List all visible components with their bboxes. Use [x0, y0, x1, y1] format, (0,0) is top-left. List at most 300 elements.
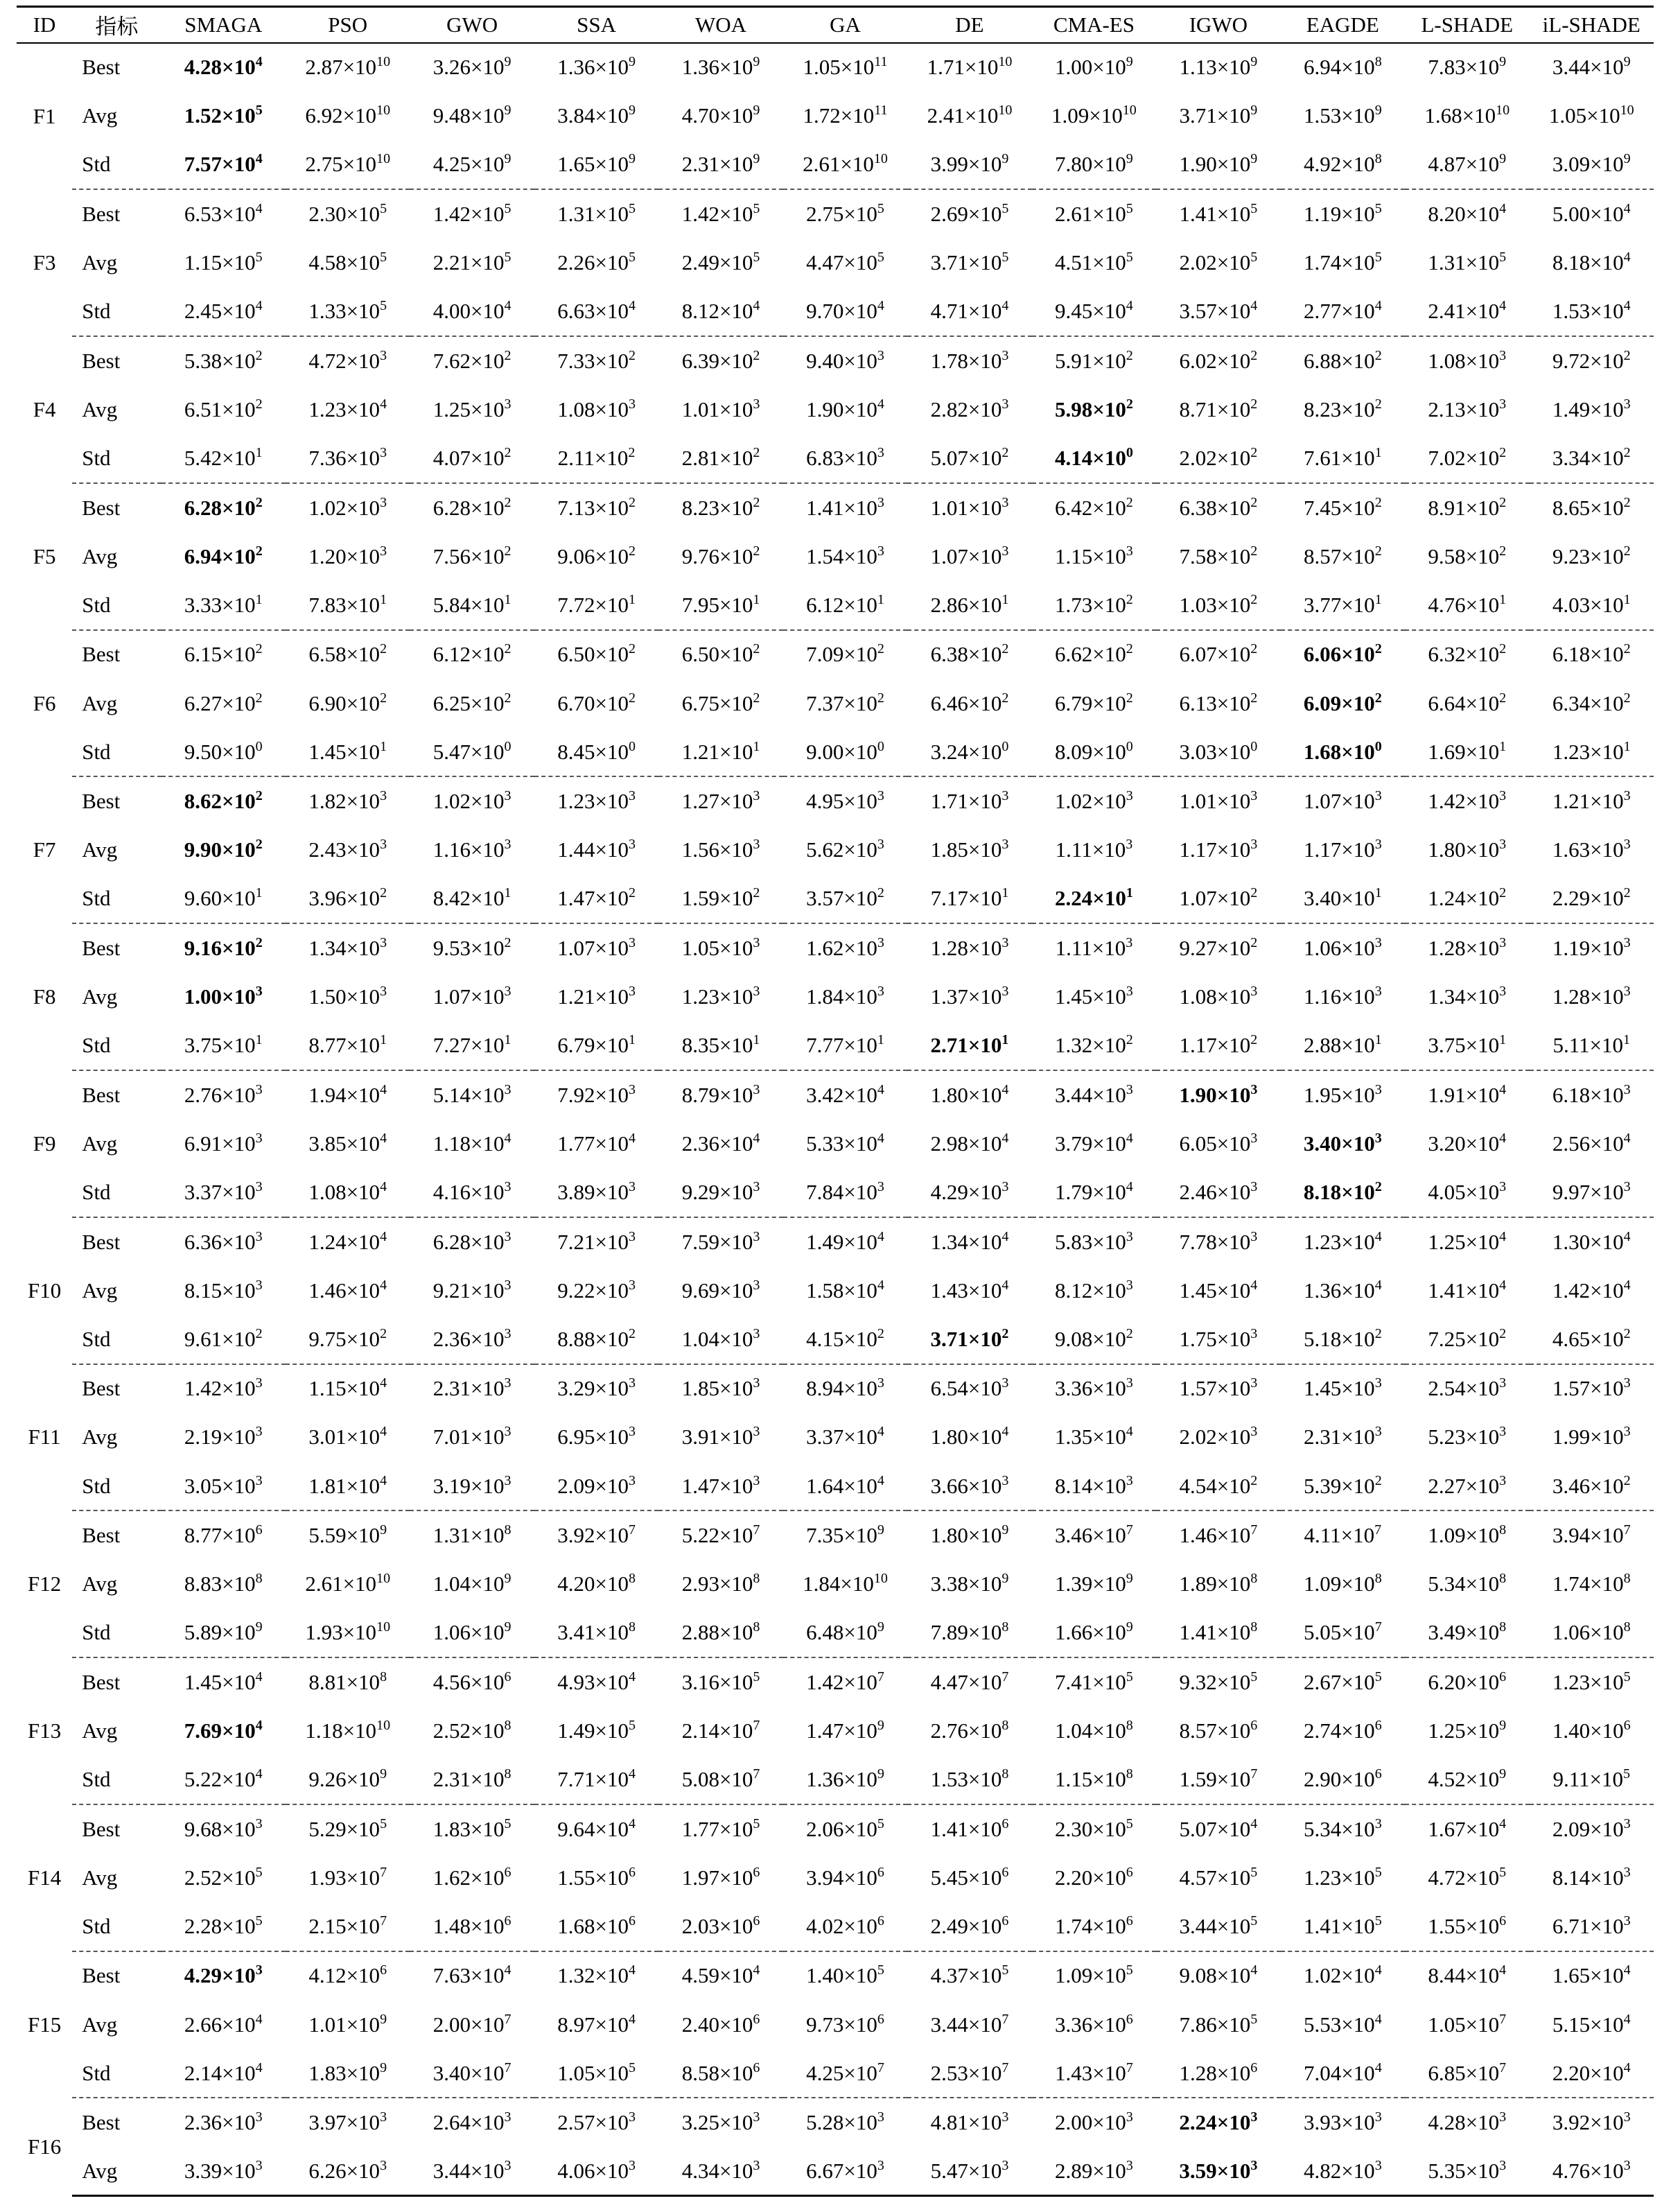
value-cell: $9.27\times 10^2$ — [1179, 934, 1258, 960]
value-cell: $1.57\times 10^3$ — [1552, 1375, 1631, 1401]
value-cell: $6.12\times 10^1$ — [783, 581, 907, 630]
metric-cell: Avg — [82, 984, 118, 1009]
value-cell: $2.52\times 10^8$ — [432, 1717, 511, 1743]
value-cell: 4.72×105 — [1428, 1864, 1507, 1890]
value-cell: $8.65\times 10^2$ — [1552, 494, 1631, 520]
value-cell: $3.24\times 10^0$ — [907, 728, 1031, 777]
value-cell: $5.84\times 10^1$ — [410, 581, 534, 630]
value-cell: $6.25\times 10^2$ — [432, 690, 511, 715]
value-cell: 3.97×103 — [308, 2109, 387, 2135]
table-row — [17, 1510, 1654, 1560]
value-cell: $3.46\times 10^7$ — [1055, 1522, 1133, 1548]
value-cell: 4.76×103 — [1530, 2147, 1654, 2196]
value-cell: $8.18\times 10^2$ — [1281, 1168, 1405, 1217]
value-cell: $1.93\times 10^{10}$ — [286, 1609, 410, 1658]
value-cell: $4.76\times 10^1$ — [1405, 581, 1529, 630]
value-cell: $1.59\times 10^7$ — [1156, 1755, 1280, 1804]
value-cell: $6.18\times 10^3$ — [1552, 1081, 1631, 1107]
value-cell: $5.14\times 10^3$ — [432, 1081, 511, 1107]
table-row — [17, 1707, 1654, 1756]
value-cell: $1.77\times 10^5$ — [681, 1815, 760, 1841]
value-cell: $1.50\times 10^3$ — [308, 984, 387, 1009]
value-cell: $1.07\times 10^2$ — [1156, 875, 1280, 924]
value-cell: $6.06\times 10^2$ — [1303, 641, 1382, 667]
table-row — [17, 1657, 1654, 1707]
value-cell: $5.33\times 10^4$ — [806, 1130, 884, 1156]
value-cell: $1.45\times 10^4$ — [184, 1669, 263, 1694]
value-cell: $5.39\times 10^2$ — [1281, 1462, 1405, 1511]
value-cell: $1.05\times 10^{11}$ — [803, 54, 888, 80]
value-cell: $6.75\times 10^2$ — [681, 690, 760, 715]
value-cell: $1.90\times 10^9$ — [1156, 141, 1280, 190]
table-row — [17, 2098, 1654, 2147]
value-cell: $6.09\times 10^2$ — [1303, 690, 1382, 715]
value-cell: 4.37×105 — [930, 1962, 1009, 1988]
value-cell: $7.84\times 10^3$ — [783, 1168, 907, 1217]
table-row — [17, 92, 1654, 141]
value-cell: $8.45\times 10^0$ — [534, 728, 658, 777]
value-cell: $7.83\times 10^1$ — [286, 581, 410, 630]
value-cell: $2.61\times 10^5$ — [1055, 201, 1133, 227]
value-cell: $2.41\times 10^{10}$ — [927, 103, 1013, 128]
value-cell: $1.41\times 10^8$ — [1156, 1609, 1280, 1658]
value-cell: $8.23\times 10^2$ — [1303, 396, 1382, 421]
value-cell: $4.16\times 10^3$ — [410, 1168, 534, 1217]
value-cell: $1.75\times 10^3$ — [1156, 1315, 1280, 1364]
table-row — [17, 1021, 1654, 1070]
value-cell: $8.79\times 10^3$ — [681, 1081, 760, 1107]
value-cell: $6.32\times 10^2$ — [1428, 641, 1507, 667]
value-cell: $1.79\times 10^4$ — [1032, 1168, 1156, 1217]
value-cell: $8.62\times 10^2$ — [184, 788, 263, 814]
value-cell: $3.99\times 10^9$ — [907, 141, 1031, 190]
table-row — [17, 141, 1654, 190]
value-cell: $3.79\times 10^4$ — [1055, 1130, 1133, 1156]
value-cell: 9.73×106 — [806, 2011, 884, 2037]
value-cell: 4.06×103 — [534, 2147, 658, 2196]
value-cell: $1.31\times 10^8$ — [432, 1522, 511, 1548]
value-cell: $2.82\times 10^3$ — [930, 396, 1009, 421]
value-cell: $3.46\times 10^2$ — [1530, 1462, 1654, 1511]
metric-cell: Std — [72, 1021, 161, 1070]
value-cell: $4.03\times 10^1$ — [1530, 581, 1654, 630]
value-cell: $9.16\times 10^2$ — [184, 934, 263, 960]
value-cell: $1.00\times 10^3$ — [184, 984, 263, 1009]
table-row — [17, 287, 1654, 336]
metric-cell: Best — [82, 1376, 121, 1401]
value-cell: $4.20\times 10^8$ — [557, 1571, 636, 1596]
value-cell: 4.57×105 — [1179, 1864, 1258, 1890]
value-cell: $1.68\times 10^{10}$ — [1424, 103, 1510, 128]
value-cell: 3.25×103 — [681, 2109, 760, 2135]
value-cell: $1.84\times 10^3$ — [806, 984, 884, 1009]
table-row — [17, 1120, 1654, 1169]
table-row — [17, 1755, 1654, 1804]
value-cell: 6.26×103 — [286, 2147, 410, 2196]
value-cell: 4.02×106 — [783, 1902, 907, 1951]
value-cell: $6.88\times 10^2$ — [1303, 347, 1382, 373]
value-cell: 1.97×106 — [681, 1864, 760, 1890]
value-cell: $3.85\times 10^4$ — [308, 1130, 387, 1156]
value-cell: $3.75\times 10^1$ — [1405, 1021, 1529, 1070]
value-cell: $1.69\times 10^1$ — [1405, 728, 1529, 777]
value-cell: 2.52×105 — [184, 1864, 263, 1890]
value-cell: $4.47\times 10^5$ — [806, 250, 884, 275]
value-cell: $3.71\times 10^5$ — [930, 250, 1009, 275]
table-row — [17, 1560, 1654, 1609]
value-cell: 2.36×103 — [184, 2109, 263, 2135]
value-cell: $1.08\times 10^3$ — [1179, 984, 1258, 1009]
value-cell: $3.40\times 10^1$ — [1281, 875, 1405, 924]
value-cell: $1.53\times 10^9$ — [1303, 103, 1382, 128]
value-cell: 1.41×105 — [1281, 1902, 1405, 1951]
value-cell: $7.69\times 10^4$ — [184, 1717, 263, 1743]
value-cell: $2.74\times 10^6$ — [1303, 1717, 1382, 1743]
value-cell: $7.78\times 10^3$ — [1179, 1228, 1258, 1254]
metric-cell: Avg — [82, 1425, 118, 1449]
value-cell: $1.13\times 10^9$ — [1179, 54, 1258, 80]
value-cell: $9.90\times 10^2$ — [184, 837, 263, 862]
value-cell: $1.36\times 10^9$ — [681, 54, 760, 80]
metric-cell: Std — [72, 728, 161, 777]
value-cell: 5.53×104 — [1303, 2011, 1382, 2037]
table-row — [17, 238, 1654, 288]
header-metric: 指标 — [72, 7, 161, 43]
value-cell: $1.80\times 10^9$ — [930, 1522, 1009, 1548]
value-cell: $7.80\times 10^9$ — [1032, 141, 1156, 190]
value-cell: $4.72\times 10^3$ — [308, 347, 387, 373]
value-cell: $2.67\times 10^5$ — [1303, 1669, 1382, 1694]
value-cell: $2.88\times 10^1$ — [1281, 1021, 1405, 1070]
function-id-cell: F15 — [27, 2012, 62, 2037]
value-cell: 1.28×106 — [1156, 2049, 1280, 2098]
value-cell: $1.42\times 10^3$ — [1428, 788, 1507, 814]
value-cell: $1.21\times 10^3$ — [557, 984, 636, 1009]
value-cell: $7.83\times 10^9$ — [1428, 54, 1507, 80]
value-cell: $4.14\times 10^0$ — [1032, 434, 1156, 483]
value-cell: $6.53\times 10^4$ — [184, 201, 263, 227]
value-cell: $6.83\times 10^3$ — [783, 434, 907, 483]
value-cell: $9.97\times 10^3$ — [1530, 1168, 1654, 1217]
metric-cell: Std — [72, 875, 161, 924]
value-cell: $3.57\times 10^4$ — [1156, 287, 1280, 336]
value-cell: $2.29\times 10^2$ — [1530, 875, 1654, 924]
value-cell: $1.17\times 10^2$ — [1156, 1021, 1280, 1070]
value-cell: $6.70\times 10^2$ — [557, 690, 636, 715]
metric-cell: Best — [82, 55, 121, 80]
value-cell: $5.34\times 10^8$ — [1428, 1571, 1507, 1596]
metric-cell: Avg — [82, 103, 118, 128]
value-cell: $1.47\times 10^2$ — [534, 875, 658, 924]
metric-cell: Std — [72, 1902, 161, 1951]
value-cell: $4.65\times 10^2$ — [1530, 1315, 1654, 1364]
value-cell: $1.31\times 10^5$ — [557, 201, 636, 227]
value-cell: 4.12×106 — [308, 1962, 387, 1988]
value-cell: $6.58\times 10^2$ — [308, 641, 387, 667]
value-cell: $8.71\times 10^2$ — [1179, 396, 1258, 421]
value-cell: $5.22\times 10^7$ — [681, 1522, 760, 1548]
value-cell: $9.53\times 10^2$ — [432, 934, 511, 960]
value-cell: $6.64\times 10^2$ — [1428, 690, 1507, 715]
value-cell: $1.17\times 10^3$ — [1179, 837, 1258, 862]
value-cell: $6.39\times 10^2$ — [681, 347, 760, 373]
value-cell: $3.16\times 10^5$ — [681, 1669, 760, 1694]
value-cell: $8.94\times 10^3$ — [806, 1375, 884, 1401]
value-cell: 1.05×107 — [1428, 2011, 1507, 2037]
value-cell: $1.15\times 10^4$ — [308, 1375, 387, 1401]
metric-cell: Avg — [82, 1718, 118, 1743]
value-cell: $2.93\times 10^8$ — [681, 1571, 760, 1596]
value-cell: $7.37\times 10^2$ — [806, 690, 884, 715]
value-cell: $1.07\times 10^3$ — [930, 543, 1009, 568]
header-igwo: IGWO — [1156, 7, 1280, 43]
value-cell: $8.91\times 10^2$ — [1428, 494, 1507, 520]
value-cell: $5.42\times 10^1$ — [161, 434, 286, 483]
value-cell: $1.47\times 10^3$ — [658, 1462, 782, 1511]
value-cell: $6.28\times 10^2$ — [184, 494, 263, 520]
metric-cell: Avg — [82, 690, 118, 715]
value-cell: $1.72\times 10^{11}$ — [803, 103, 888, 128]
value-cell: $1.42\times 10^7$ — [806, 1669, 884, 1694]
value-cell: $1.41\times 10^4$ — [1428, 1277, 1507, 1303]
metric-cell: Std — [72, 581, 161, 630]
value-cell: 2.89×103 — [1032, 2147, 1156, 2196]
value-cell: $1.43\times 10^4$ — [930, 1277, 1009, 1303]
value-cell: $1.53\times 10^8$ — [907, 1755, 1031, 1804]
metric-cell: Avg — [82, 397, 118, 421]
function-id-cell: F10 — [27, 1278, 62, 1303]
value-cell: $1.44\times 10^3$ — [557, 837, 636, 862]
metric-cell: Avg — [82, 837, 118, 862]
value-cell: 2.64×103 — [432, 2109, 511, 2135]
value-cell: $1.23\times 10^3$ — [557, 788, 636, 814]
metric-cell: Avg — [82, 1131, 118, 1156]
value-cell: $4.00\times 10^4$ — [410, 287, 534, 336]
metric-cell: Std — [72, 141, 161, 190]
value-cell: $8.77\times 10^1$ — [286, 1021, 410, 1070]
value-cell: $1.25\times 10^9$ — [1428, 1717, 1507, 1743]
value-cell: $2.87\times 10^{10}$ — [305, 54, 391, 80]
value-cell: $3.94\times 10^7$ — [1552, 1522, 1631, 1548]
value-cell: $8.12\times 10^3$ — [1055, 1277, 1133, 1303]
metric-cell: Avg — [82, 250, 118, 275]
value-cell: $8.83\times 10^8$ — [184, 1571, 263, 1596]
value-cell: $2.09\times 10^3$ — [534, 1462, 658, 1511]
value-cell: $1.85\times 10^3$ — [681, 1375, 760, 1401]
value-cell: $1.46\times 10^4$ — [308, 1277, 387, 1303]
value-cell: $1.09\times 10^8$ — [1303, 1571, 1382, 1596]
value-cell: $1.23\times 10^3$ — [681, 984, 760, 1009]
value-cell: $1.06\times 10^3$ — [1303, 934, 1382, 960]
value-cell: $1.42\times 10^5$ — [681, 201, 760, 227]
value-cell: $6.92\times 10^{10}$ — [305, 103, 391, 128]
value-cell: $7.77\times 10^1$ — [783, 1021, 907, 1070]
table-row — [17, 1413, 1654, 1462]
value-cell: $4.51\times 10^5$ — [1055, 250, 1133, 275]
value-cell: 6.85×107 — [1405, 2049, 1529, 2098]
value-cell: $1.09\times 10^{10}$ — [1051, 103, 1137, 128]
value-cell: $2.54\times 10^3$ — [1428, 1375, 1507, 1401]
value-cell: $2.27\times 10^3$ — [1405, 1462, 1529, 1511]
value-cell: $3.49\times 10^8$ — [1405, 1609, 1529, 1658]
table-row — [17, 1462, 1654, 1511]
value-cell: $7.56\times 10^2$ — [432, 543, 511, 568]
value-cell: $3.44\times 10^9$ — [1552, 54, 1631, 80]
value-cell: $9.23\times 10^2$ — [1552, 543, 1631, 568]
value-cell: $1.09\times 10^8$ — [1428, 1522, 1507, 1548]
value-cell: $1.35\times 10^4$ — [1055, 1424, 1133, 1449]
value-cell: 1.32×104 — [557, 1962, 636, 1988]
value-cell: $7.89\times 10^8$ — [907, 1609, 1031, 1658]
value-cell: $2.41\times 10^4$ — [1405, 287, 1529, 336]
value-cell: $1.23\times 10^1$ — [1530, 728, 1654, 777]
value-cell: $3.19\times 10^3$ — [410, 1462, 534, 1511]
value-cell: $2.61\times 10^{10}$ — [305, 1571, 391, 1596]
header-id: ID — [17, 7, 72, 43]
value-cell: $1.08\times 10^3$ — [557, 396, 636, 421]
value-cell: $4.71\times 10^4$ — [907, 287, 1031, 336]
value-cell: $1.20\times 10^3$ — [308, 543, 387, 568]
value-cell: $7.01\times 10^3$ — [432, 1424, 511, 1449]
value-cell: 3.36×106 — [1055, 2011, 1133, 2037]
value-cell: $1.82\times 10^3$ — [308, 788, 387, 814]
value-cell: $2.69\times 10^5$ — [930, 201, 1009, 227]
value-cell: $5.07\times 10^2$ — [907, 434, 1031, 483]
value-cell: $1.49\times 10^5$ — [557, 1717, 636, 1743]
table-row — [17, 630, 1654, 679]
value-cell: $3.91\times 10^3$ — [681, 1424, 760, 1449]
value-cell: $1.71\times 10^{10}$ — [927, 54, 1013, 80]
value-cell: $1.02\times 10^3$ — [1055, 788, 1133, 814]
value-cell: $7.02\times 10^2$ — [1405, 434, 1529, 483]
value-cell: $4.56\times 10^6$ — [432, 1669, 511, 1694]
value-cell: $1.03\times 10^2$ — [1156, 581, 1280, 630]
value-cell: $1.25\times 10^3$ — [432, 396, 511, 421]
value-cell: $1.36\times 10^9$ — [557, 54, 636, 80]
header-il-shade: iL-SHADE — [1530, 7, 1654, 43]
value-cell: $6.02\times 10^2$ — [1179, 347, 1258, 373]
value-cell: $1.04\times 10^9$ — [432, 1571, 511, 1596]
table-row — [17, 1609, 1654, 1658]
value-cell: $1.04\times 10^8$ — [1055, 1717, 1133, 1743]
value-cell: $1.42\times 10^5$ — [432, 201, 511, 227]
table-row — [17, 1902, 1654, 1951]
metric-cell: Best — [82, 642, 121, 667]
value-cell: 3.40×107 — [410, 2049, 534, 2098]
function-id-cell: F16 — [27, 2134, 62, 2159]
metric-cell: Std — [72, 434, 161, 483]
value-cell: 1.48×106 — [410, 1902, 534, 1951]
value-cell: $3.71\times 10^2$ — [907, 1315, 1031, 1364]
value-cell: $3.96\times 10^2$ — [286, 875, 410, 924]
value-cell: $7.45\times 10^2$ — [1303, 494, 1382, 520]
value-cell: $5.11\times 10^1$ — [1530, 1021, 1654, 1070]
metric-cell: Best — [82, 935, 121, 960]
value-cell: $8.77\times 10^6$ — [184, 1522, 263, 1548]
value-cell: 1.55×106 — [1405, 1902, 1529, 1951]
value-cell: $7.59\times 10^3$ — [681, 1228, 760, 1254]
function-id-cell: F5 — [33, 543, 56, 568]
metric-cell: Std — [72, 287, 161, 336]
value-cell: $2.43\times 10^3$ — [308, 837, 387, 862]
value-cell: 3.92×103 — [1552, 2109, 1631, 2135]
value-cell: $9.00\times 10^0$ — [783, 728, 907, 777]
header-ga: GA — [783, 7, 907, 43]
value-cell: $9.61\times 10^2$ — [161, 1315, 286, 1364]
table-row — [17, 43, 1654, 92]
value-cell: $1.02\times 10^3$ — [432, 788, 511, 814]
value-cell: 3.39×103 — [161, 2147, 286, 2196]
value-cell: $1.81\times 10^4$ — [286, 1462, 410, 1511]
value-cell: $1.05\times 10^3$ — [681, 934, 760, 960]
value-cell: $7.27\times 10^1$ — [410, 1021, 534, 1070]
table-row — [17, 679, 1654, 728]
value-cell: $2.76\times 10^3$ — [184, 1081, 263, 1107]
metric-cell: Best — [82, 1082, 121, 1107]
value-cell: $1.07\times 10^3$ — [432, 984, 511, 1009]
value-cell: $1.66\times 10^9$ — [1032, 1609, 1156, 1658]
value-cell: $3.40\times 10^3$ — [1303, 1130, 1382, 1156]
value-cell: $2.13\times 10^3$ — [1428, 396, 1507, 421]
value-cell: $1.08\times 10^3$ — [1428, 347, 1507, 373]
value-cell: $2.90\times 10^6$ — [1281, 1755, 1405, 1804]
value-cell: $2.21\times 10^5$ — [432, 250, 511, 275]
value-cell: $3.77\times 10^1$ — [1281, 581, 1405, 630]
value-cell: $7.21\times 10^3$ — [557, 1228, 636, 1254]
value-cell: $5.47\times 10^0$ — [410, 728, 534, 777]
metric-cell: Std — [72, 1168, 161, 1217]
value-cell: $2.02\times 10^3$ — [1179, 1424, 1258, 1449]
value-cell: $8.09\times 10^0$ — [1032, 728, 1156, 777]
value-cell: $5.59\times 10^9$ — [308, 1522, 387, 1548]
value-cell: $7.36\times 10^3$ — [286, 434, 410, 483]
value-cell: 1.40×105 — [806, 1962, 884, 1988]
table-row — [17, 875, 1654, 924]
value-cell: $4.70\times 10^9$ — [681, 103, 760, 128]
value-cell: $2.06\times 10^5$ — [806, 1815, 884, 1841]
value-cell: 2.57×103 — [557, 2109, 636, 2135]
value-cell: $1.99\times 10^3$ — [1552, 1424, 1631, 1449]
value-cell: 5.45×106 — [930, 1864, 1009, 1890]
value-cell: $1.21\times 10^1$ — [658, 728, 782, 777]
value-cell: $1.24\times 10^4$ — [308, 1228, 387, 1254]
metric-cell: Std — [72, 2049, 161, 2098]
value-cell: 2.00×103 — [1055, 2109, 1133, 2135]
value-cell: 3.44×107 — [930, 2011, 1009, 2037]
value-cell: $3.36\times 10^3$ — [1055, 1375, 1133, 1401]
header-row — [17, 7, 1654, 43]
metric-cell: Best — [82, 1669, 121, 1694]
value-cell: $6.62\times 10^2$ — [1055, 641, 1133, 667]
value-cell: $1.33\times 10^5$ — [286, 287, 410, 336]
value-cell: $4.92\times 10^8$ — [1281, 141, 1405, 190]
value-cell: $1.19\times 10^5$ — [1303, 201, 1382, 227]
table-row — [17, 1070, 1654, 1120]
value-cell: $3.33\times 10^1$ — [161, 581, 286, 630]
value-cell: $1.08\times 10^4$ — [286, 1168, 410, 1217]
value-cell: $8.18\times 10^4$ — [1552, 250, 1631, 275]
value-cell: $1.21\times 10^3$ — [1552, 788, 1631, 814]
value-cell: 9.08×104 — [1179, 1962, 1258, 1988]
value-cell: $1.00\times 10^9$ — [1055, 54, 1133, 80]
value-cell: $3.89\times 10^3$ — [534, 1168, 658, 1217]
metric-cell: Best — [82, 1963, 121, 1988]
value-cell: $2.75\times 10^{10}$ — [286, 141, 410, 190]
value-cell: $2.88\times 10^8$ — [658, 1609, 782, 1658]
value-cell: $2.24\times 10^1$ — [1032, 875, 1156, 924]
value-cell: 3.94×106 — [806, 1864, 884, 1890]
value-cell: $7.61\times 10^1$ — [1281, 434, 1405, 483]
